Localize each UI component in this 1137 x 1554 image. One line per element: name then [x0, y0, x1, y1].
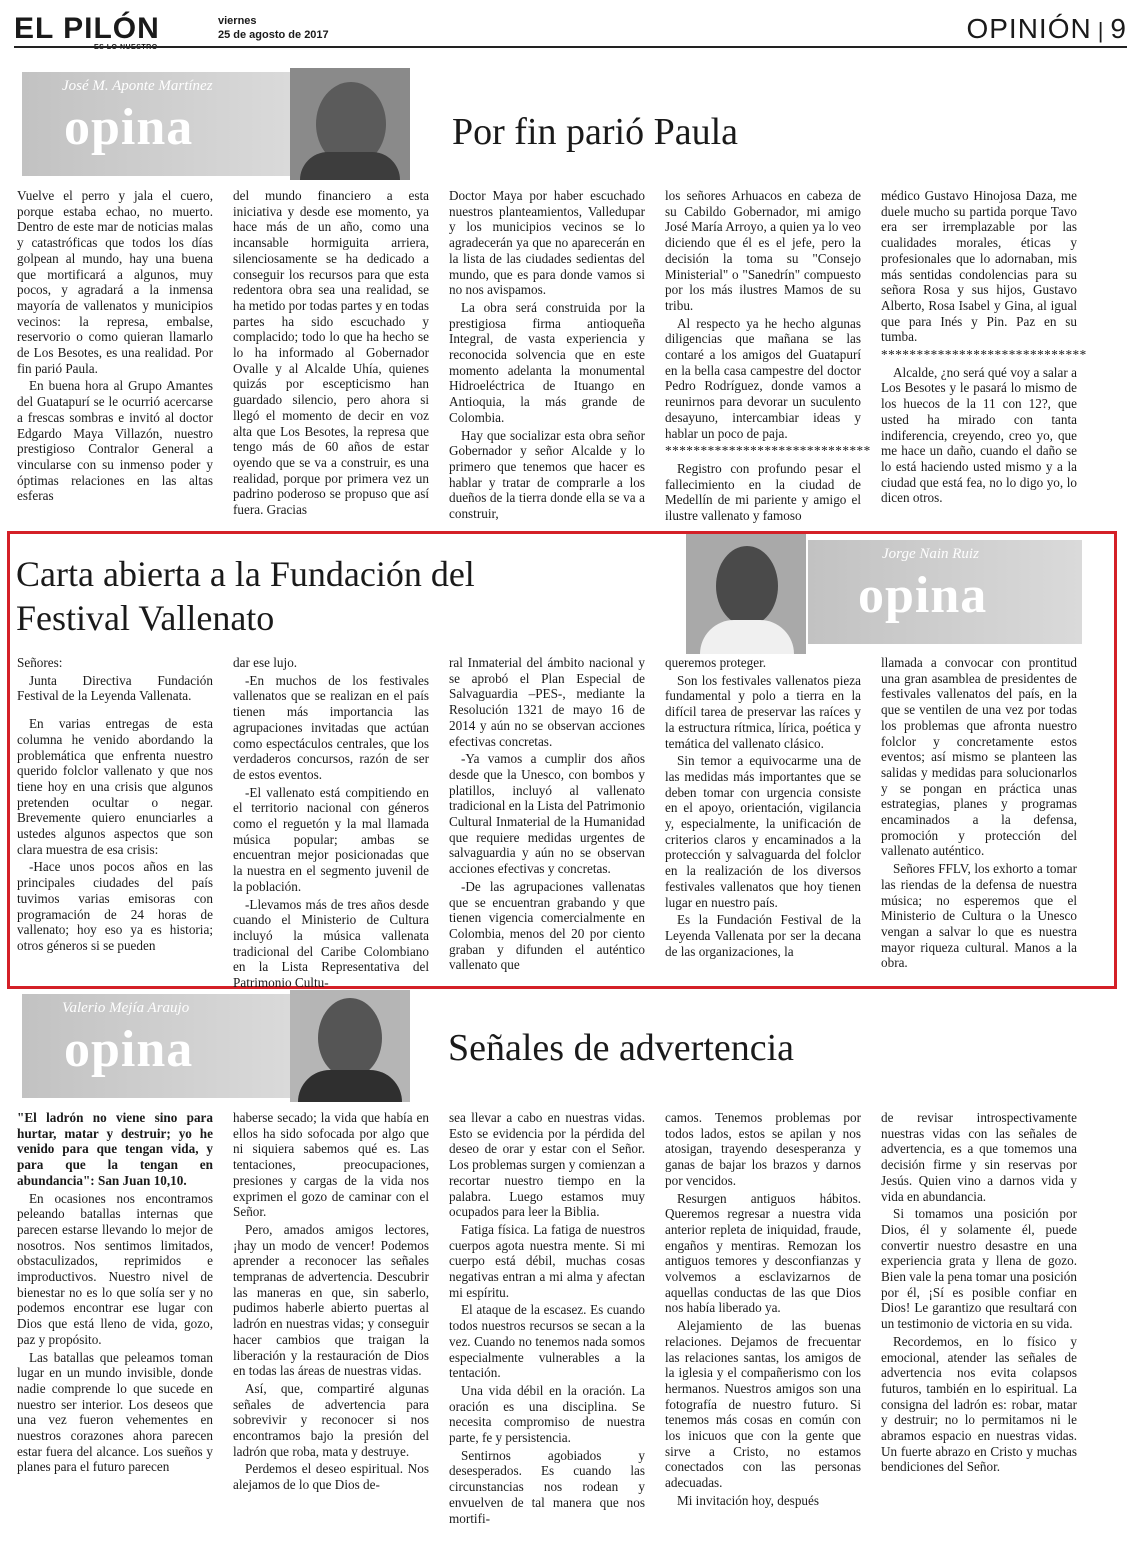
article1-column-1: [17, 188, 213, 526]
paragraph: queremos proteger.: [665, 655, 767, 670]
paragraph: sea llevar a cabo en nuestras vidas. Esto se evidencia por la pérdida del deseo de orar y estar con el Señor. Los problemas surgen y comienzan a recortar nuestro tiempo en la palabra. Luego estamos muy ocupados para leer la Biblia.: [449, 1110, 645, 1220]
paragraph: del mundo financiero a esta iniciativa y desde ese momento, ya hace más de un año, como una incansable hormiguita arriera, silenciosamente se ha dedicado a conseguir los recursos para que esta redentora obra sea una realidad, se ha metido por todas partes y en todas partes ha sido escuchado y complacido; todo lo que ha hecho se lo ha informado al Gobernador Ovalle y al Alcalde Uhía, quienes quizás por escepticismo han guardado silencio, pero ahora si llegó el momento de decir en voz alta que Los Besotes, la represa que tengo más de 60 años de estar oyendo que se va a construir, es una realidad, porque por primera vez un padrino poderoso se propuso que así fuera. Gracias: [233, 188, 429, 518]
article3-column-3: [449, 1110, 645, 1546]
paragraph: haberse secado; la vida que había en ellos ha sido sofocada por algo que ni siquiera sabemos qué es. Las tentaciones, preocupaciones, presiones y cargas de la vida nos exprimen el gozo de caminar con el Señor.: [233, 1110, 429, 1220]
section-name: OPINIÓN: [966, 13, 1092, 44]
article1-column-3: [449, 188, 645, 526]
paragraph: Mi invitación hoy, después: [677, 1492, 819, 1508]
paragraph: llamada a convocar con prontitud una gran asamblea de presidentes de festivales vallenatos del país, en la que se ventilen de una vez por todas los problemas que afronta nuestro folclor y concretamente estos eventos; así mismo se planteen las salidas y medidas para solucionarlos y se pongan en práctica unas estrategias, planes y programas encaminados a la defensa, promoción y protección del vallenato auténtico.: [881, 655, 1077, 859]
title-line-2: Festival Vallenato: [16, 598, 275, 638]
issue-date: [218, 14, 329, 42]
paragraph: En varias entregas de esta columna he venido abordando la problemática que enfrenta nuestro querido folclor vallenato y que nos tiene hoy en una crisis que algunos pretenden ocultar o negar. Brevemente quiero enunciarles a ustedes algunos aspectos que son clara muestra de esa crisis:: [17, 716, 213, 857]
issue-full-date: 25 de agosto de 2017: [218, 29, 329, 41]
paragraph: Sentirnos agobiados y desesperados. Es cuando las circunstancias nos rodean y envuelven de tal manera que nos mortifi-: [449, 1447, 645, 1526]
section-divider: |: [1097, 18, 1105, 43]
issue-day: viernes: [218, 15, 257, 27]
article2-column-3: [449, 655, 645, 981]
opina-label: opina: [858, 567, 988, 624]
article1-column-4: [665, 188, 871, 526]
author-shoulders: [700, 620, 794, 654]
paragraph: Es la Fundación Festival de la Leyenda Vallenata por ser la decana de las organizaciones, la: [665, 912, 861, 959]
paragraph: Pero, amados amigos lectores, ¡hay un modo de vencer! Podemos aprender a reconocer las señales tempranas de advertencia. Descubrir las maneras en que, sin saberlo, pudimos haberle abierto puertas al ladrón en nuestras vidas; y conseguir hacer cambios que traigan la liberación y la restauración de Dios en todas las áreas de nuestras vidas.: [233, 1221, 429, 1379]
author-face: [716, 546, 778, 626]
article1-column-2: [233, 188, 429, 526]
paragraph: Vuelve el perro y jala el cuero, porque estaba echao, no muerto. Dentro de este mar de noticias malas y catastróficas que todos los días golpean al mundo, hay una buena que mortificará a algunos, muy pocos, y agradará a la inmensa mayoría de vallenatos y municipios vecinos: la represa, embalse, reservorio o como quieran llamarlo de Los Besotes, es una realidad. Por fin parió Paula.: [17, 188, 213, 376]
paragraph: En ocasiones nos encontramos peleando batallas internas que parecen estarse llevando lo mejor de nosotros. Nos sentimos limitados, obstaculizados, reprimidos e improductivos. Nuestro nivel de bienestar no es lo que solía ser y no podemos encontrar ese lugar con Dios que está lleno de vida, gozo, paz y propósito.: [17, 1190, 213, 1347]
article-title: Señales de advertencia: [448, 1027, 795, 1069]
masthead-rule: [14, 46, 1127, 48]
opina-box-article3: [22, 994, 290, 1098]
article3-column-5: [881, 1110, 1077, 1546]
paragraph: -Ya vamos a cumplir dos años desde que la Unesco, con bombos y platillos, incluyó al vallenato tradicional en la Lista del Patrimonio Cultural Inmaterial de la Humanidad que requiere medidas urgentes de salvaguardia y aún no se observan acciones efectivas y concretas.: [449, 751, 645, 877]
paragraph: dar ese lujo.: [233, 655, 298, 670]
paragraph: Alejamiento de las buenas relaciones. Dejamos de frecuentar las relaciones santas, los amigos de la iglesia y el compañerismo con los hermanos. Nuestros amigos son una fotografía de nuestro futuro. Si tenemos más cosas en común con los inicuos que con la gente que sirve a Cristo, no estamos conectados con las personas adecuadas.: [665, 1318, 861, 1491]
paragraph: médico Gustavo Hinojosa Daza, me duele mucho su partida porque Tavo era ser irremplazable por las cualidades morales, éticas y profesionales que lo adornaban, mis más sentidas condolencias para su señora Rosa y sus hijos, Gustavo Alberto, Rosa Isabel y Gina, al igual que para Inés y Pin. Paz en su tumba.: [881, 188, 1077, 345]
article1-column-5: [881, 188, 1087, 526]
article-title: [16, 552, 475, 640]
paragraph: Registro con profundo pesar el fallecimiento en la ciudad de Medellín de mi pariente y amigo el ilustre vallenato y famoso: [665, 460, 861, 524]
article3-column-2: [233, 1110, 429, 1546]
author-name: José M. Aponte Martínez: [62, 78, 213, 94]
opina-box-article2: [808, 540, 1082, 644]
opina-box-article1: [22, 72, 290, 176]
page-number: 9: [1110, 13, 1127, 44]
newspaper-logo: [14, 14, 204, 62]
paragraph: -El vallenato está compitiendo en el territorio nacional con géneros como el reguetón y la mal llamada música popular; ambas se encuentran mejor posicionadas que la nuestra en el segmento juvenil de la población.: [233, 784, 429, 894]
paragraph: -Hace unos pocos años en las principales ciudades del país tuvimos varias emisoras con programación de 24 horas de vallenato; hoy eso ya es historia; otros géneros si se pueden: [17, 859, 213, 953]
title-line-1: Carta abierta a la Fundación del: [16, 554, 475, 594]
paragraph: -De las agrupaciones vallenatas que se encuentran grabando y que tienen vigencia comercialmente en Colombia, menos del 20 por ciento graban y difunden el auténtico vallenato que: [449, 878, 645, 973]
paragraph: Recordemos, en lo físico y emocional, atender las señales de advertencia nos evita colapsos futuros, también en lo espiritual. La consigna del ladrón es: robar, matar y destruir; no lo permitamos ni le abramos espacio en nuestras vidas. Un fuerte abrazo en Cristo y muchas bendiciones del Señor.: [881, 1333, 1077, 1475]
author-name: Valerio Mejía Araujo: [62, 1000, 190, 1016]
opina-label: opina: [64, 99, 194, 156]
paragraph: Resurgen antiguos hábitos. Queremos regresar a nuestra vida anterior repleta de iniquidad, fraude, engaños y mentiras. Remozan los antiguos temores y desconfianzas y volvemos a esclavizarnos de aquellas conductas de las que Dios nos había liberado ya.: [665, 1190, 861, 1316]
paragraph: Al respecto ya he hecho algunas diligencias que mañana se las contaré a los amigos del Guatapurí en la bella casa campestre del doctor Pedro Rodríguez, donde vamos a reunirnos para devorar un suculento desayuno, intercambiar ideas y hablar un poco de paja.: [665, 315, 861, 441]
paragraph: Perdemos el deseo espiritual. Nos alejamos de lo que Dios de-: [233, 1461, 429, 1493]
paragraph: de revisar introspectivamente nuestras vidas con las señales de advertencia, es a que tomemos una decisión firme y sin reservas por Jesús. Quien vino a darnos vida y vida en abundancia.: [881, 1110, 1077, 1204]
separator-stars: *****************************: [665, 443, 871, 459]
paragraph: Hay que socializar esta obra señor Gobernador y señor Alcalde y lo primero que tenemos que hacer es hablar y tratar de comprarle a los dueños de la tierra donde ella se va a construir,: [449, 427, 645, 522]
article-title: Por fin parió Paula: [452, 111, 739, 153]
article2-column-4: [665, 655, 861, 981]
article3-column-4: [665, 1110, 861, 1546]
paragraph: -En muchos de los festivales vallenatos que se realizan en el país tienen más importancia las agrupaciones invitadas que actúan como espectáculos centrales, que los verdaderos concursos, razón de ser de estos eventos.: [233, 672, 429, 782]
paragraph: Señores FFLV, los exhorto a tomar las riendas de la defensa de nuestra música; no esperemos que el Ministerio de Cultura o la Unesco vengan a salvar lo que es nuestra mayor riqueza cultural. Manos a la obra.: [881, 861, 1077, 971]
article2-column-2: [233, 655, 429, 991]
opina-label: opina: [64, 1021, 194, 1078]
paragraph: Fatiga física. La fatiga de nuestros cuerpos agota nuestra mente. Si mi cuerpo está débil, muchas cosas negativas entran a mi alma y afectan mi espíritu.: [449, 1221, 645, 1300]
article3-column-1: [17, 1110, 213, 1546]
paragraph: Así, que, compartiré algunas señales de advertencia para sobrevivir y reconocer si nos encontramos bajo la presión del ladrón que roba, mata y destruye.: [233, 1380, 429, 1459]
epigraph: "El ladrón no viene sino para hurtar, matar y destruir; yo he venido para que tengan vida, y para que la tengan en abundancia": San Juan 10,10.: [17, 1110, 213, 1188]
author-shoulders: [298, 1070, 402, 1102]
author-name: Jorge Nain Ruiz: [882, 546, 979, 562]
section-header: [966, 14, 1127, 46]
paragraph: -Llevamos más de tres años desde cuando el Ministerio de Cultura incluyó la música vallenata tradicional del Caribe Colombiano en la Lista Representativa del Patrimonio Cultu-: [233, 896, 429, 991]
author-photo-article2: [686, 534, 806, 654]
paragraph: los señores Arhuacos en cabeza de su Cabildo Gobernador, mi amigo José María Arroyo, a quien ya lo veo diciendo que él es el jefe, pero la decisión la toma su "Consejo Ministerial" o "Sanedrín" compuesto por los más ilustres Mamos de su tribu.: [665, 188, 861, 313]
paragraph: camos. Tenemos problemas por todos lados, estos se apilan y nos atosigan, trayendo desesperanza y ganas de bajar los brazos y darnos por vencidos.: [665, 1110, 861, 1188]
paragraph: Una vida débil en la oración. La oración es una disciplina. Se necesita compromiso de nuestra parte, fe y persistencia.: [449, 1382, 645, 1446]
author-shoulders: [300, 152, 400, 180]
logo-text: EL PILÓN: [14, 12, 160, 45]
paragraph: Señores:: [17, 655, 63, 670]
paragraph: Sin temor a equivocarme una de las medidas más importantes que se deben tomar con urgencia consiste en el apoyo, orientación, vigilancia y, especialmente, la unificación de criterios claros y encaminados a la protección y salvaguarda del folclor en la realización de los diversos festivales vallenatos que hoy tienen lugar en nuestro país.: [665, 753, 861, 910]
separator-stars: *****************************: [881, 347, 1087, 363]
paragraph: Las batallas que peleamos toman lugar en un mundo invisible, donde nadie comprende lo que sucede en nuestro ser interior. Los deseos que una vez fueron vehementes en nuestros corazones ahora parecen estar fuera del alcance. Los sueños y planes para el futuro parecen: [17, 1349, 213, 1475]
author-photo-article1: [290, 68, 410, 180]
author-face: [318, 998, 382, 1078]
paragraph: Son los festivales vallenatos pieza fundamental y polo a tierra en la difícil tarea de preservar las raíces y la estructura rítmica, lírica, poética y temática del vallenato clásico.: [665, 672, 861, 751]
paragraph: La obra será construida por la prestigiosa firma antioqueña Integral, de vasta experiencia y reconocida solvencia que en este momento adelanta la monumental Hidroeléctrica de Ituango en Antioquia, la más grande de Colombia.: [449, 299, 645, 425]
author-photo-article3: [290, 990, 410, 1102]
paragraph: Alcalde, ¿no será qué voy a salar a Los Besotes y le pasará lo mismo de los huecos de la 11 con 12?, que usted ha mirado con tanta indiferencia, creyendo, creo yo, que me hace un daño, cuando el daño se lo está haciendo usted mismo y a la ciudad que está fea, no lo digo yo, lo dicen otros.: [881, 364, 1077, 506]
article2-column-1: [17, 655, 213, 981]
paragraph: En buena hora al Grupo Amantes del Guatapurí se le ocurrió acercarse a frescas sombras e invitó al doctor Edgardo Maya Villazón, nuestro prestigioso Contralor General a vincularse con su inmenso poder y óptimas relaciones en las altas esferas: [17, 378, 213, 504]
article2-column-5: [881, 655, 1077, 981]
paragraph: ral Inmaterial del ámbito nacional y se aprobó el Plan Especial de Salvaguardia –PES-, mediante la Resolución 1321 de mayo 16 de 2014 y aún no se observan acciones efectivas concretas.: [449, 655, 645, 749]
paragraph: Junta Directiva Fundación Festival de la Leyenda Vallenata.: [17, 672, 213, 704]
paragraph: Si tomamos una posición por Dios, él y solamente él, puede convertir nuestro desastre en una experiencia grata y llena de gozo. Bien vale la pena tomar una posición por él, ¡Sí es posible confiar en Dios! Le garantizo que resultará con un testimonio de victoria en su vida.: [881, 1206, 1077, 1332]
paragraph: El ataque de la escasez. Es cuando todos nuestros recursos se secan a la vez. Cuando no tenemos nada somos especialmente vulnerables a la tentación.: [449, 1302, 645, 1381]
paragraph: Doctor Maya por haber escuchado nuestros planteamientos, Valledupar y los municipios vecinos se lo agradecerán ya que no aparecerán en la lista de las ciudades sedientas del mundo, que es para donde vamos si no nos avispamos.: [449, 188, 645, 298]
